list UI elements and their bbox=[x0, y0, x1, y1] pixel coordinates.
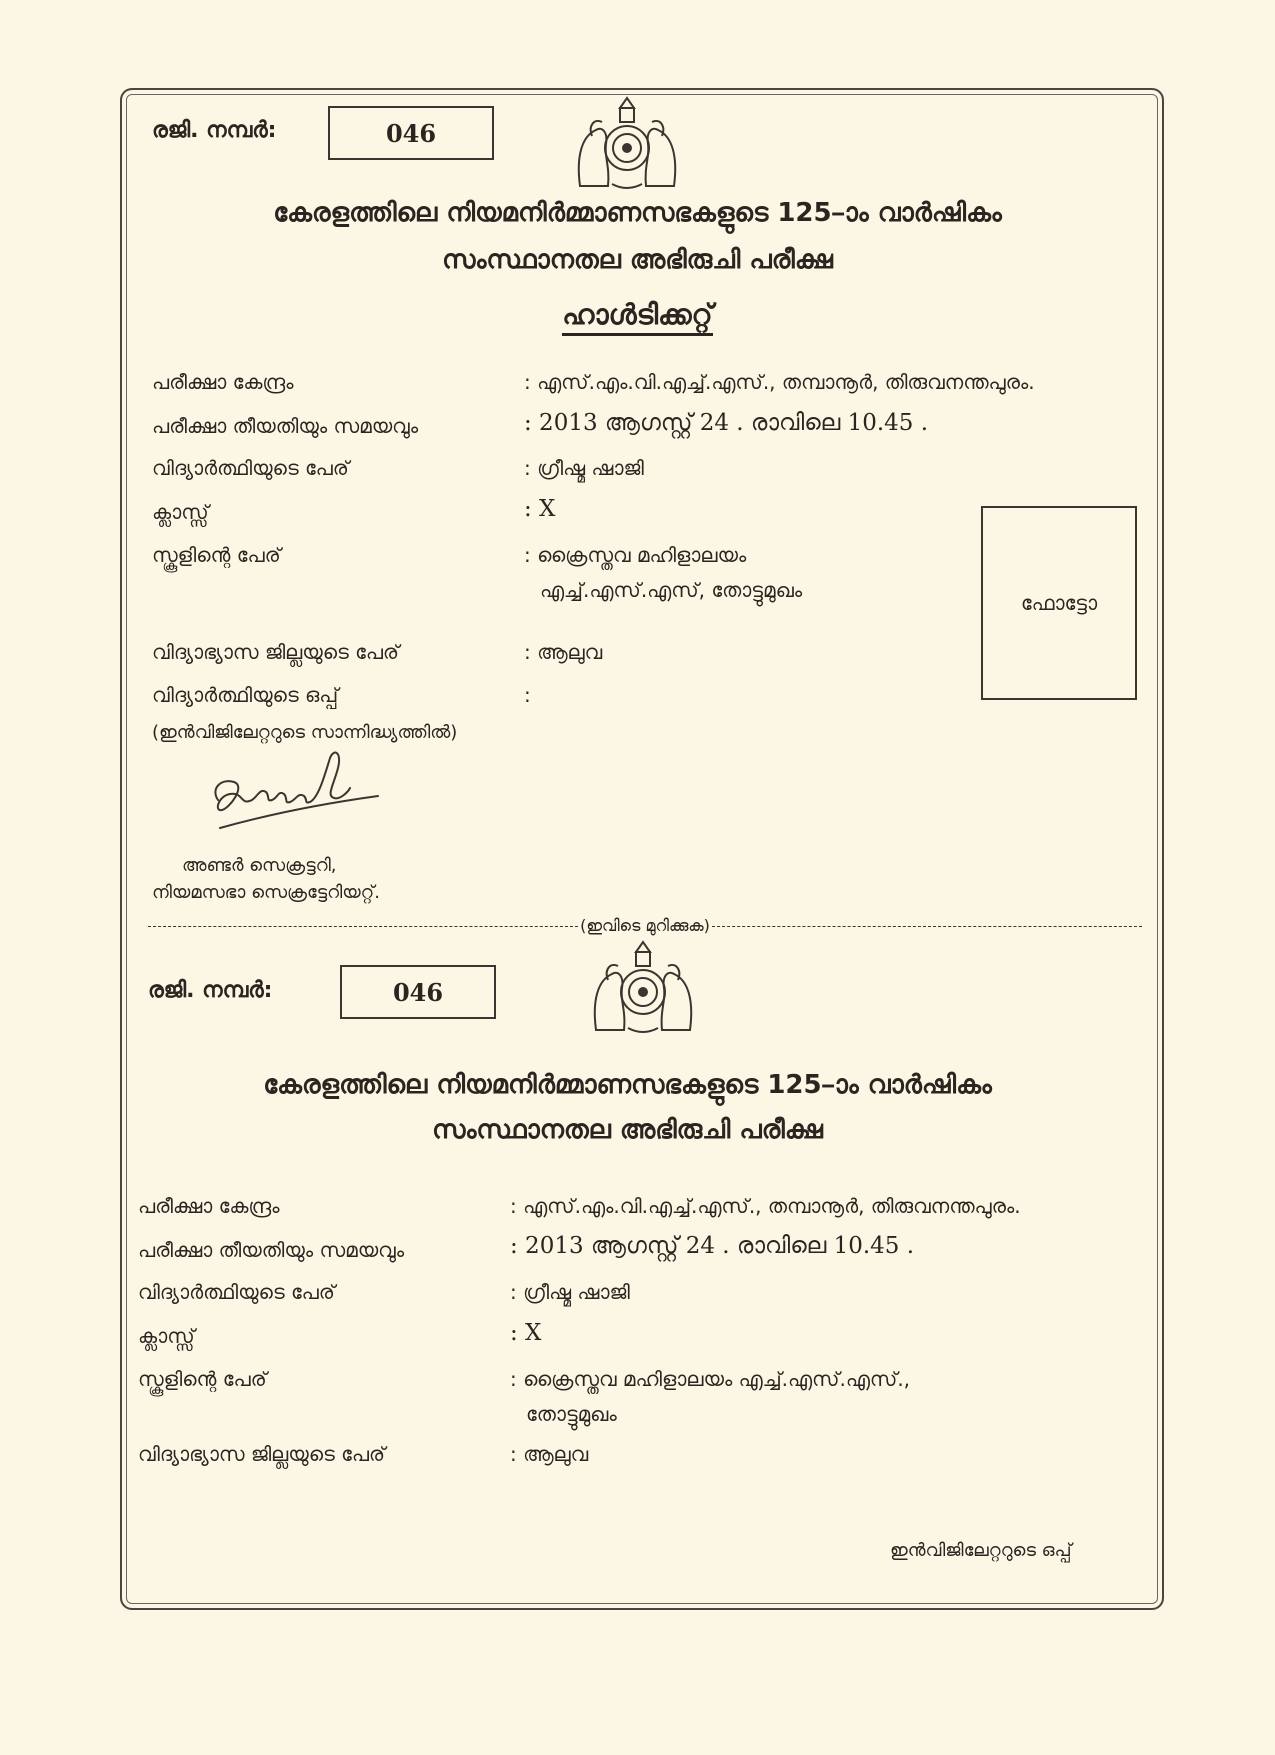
kerala-emblem-icon bbox=[572, 96, 682, 196]
field-value-school-line1: : ക്രൈസ്തവ മഹിളാലയം bbox=[524, 543, 747, 567]
field-value-school-line2: എച്ച്.എസ്.എസ്, തോട്ടുമുഖം bbox=[540, 578, 803, 602]
counterfoil-value-school-line1: : ക്രൈസ്തവ മഹിളാലയം എച്ച്.എസ്.എസ്., bbox=[510, 1367, 911, 1391]
field-value-student-name: : ഗ്രീഷ്മ ഷാജി bbox=[524, 456, 644, 480]
counterfoil-value-exam-centre: : എസ്.എം.വി.എച്ച്.എസ്., തമ്പാനൂർ, തിരുവനന്തപുരം. bbox=[510, 1194, 1021, 1218]
signatory-designation: അണ്ടർ സെക്രട്ടറി, bbox=[182, 855, 337, 876]
cut-line-dash-right bbox=[712, 926, 1142, 927]
photo-box bbox=[981, 506, 1137, 700]
field-label-district: വിദ്യാഭ്യാസ ജില്ലയുടെ പേര് bbox=[152, 640, 400, 664]
field-label-student-signature: വിദ്യാർത്ഥിയുടെ ഒപ്പ് bbox=[152, 683, 339, 707]
photo-label: ഫോട്ടോ bbox=[1020, 591, 1098, 615]
counterfoil-label-exam-date: പരീക്ഷാ തീയതിയും സമയവും bbox=[138, 1238, 405, 1262]
counterfoil-value-district: : ആലുവ bbox=[510, 1442, 589, 1466]
counterfoil-value-class: : X bbox=[510, 1320, 542, 1346]
counterfoil-label-exam-centre: പരീക്ഷാ കേന്ദ്രം bbox=[138, 1194, 280, 1218]
field-label-class: ക്ലാസ്സ് bbox=[152, 500, 209, 524]
hall-ticket-heading bbox=[0, 298, 1275, 332]
field-label-student-name: വിദ്യാർത്ഥിയുടെ പേര് bbox=[152, 456, 349, 480]
cut-line bbox=[148, 916, 1142, 936]
reg-number-box: 046 bbox=[328, 106, 494, 160]
hall-ticket-heading-text: ഹാൾടിക്കറ്റ് bbox=[562, 298, 712, 336]
signature-image bbox=[200, 748, 390, 843]
reg-number-label: രജി. നമ്പർ: bbox=[152, 118, 277, 143]
cut-line-dash-left bbox=[148, 926, 578, 927]
counterfoil-reg-number-label: രജി. നമ്പർ: bbox=[148, 978, 273, 1003]
field-value-exam-centre: : എസ്.എം.വി.എച്ച്.എസ്., തമ്പാനൂർ, തിരുവനന്തപുരം. bbox=[524, 370, 1035, 394]
kerala-emblem-icon bbox=[588, 940, 698, 1040]
cut-here-label: (ഇവിടെ മുറിക്കുക) bbox=[580, 916, 710, 935]
counterfoil-reg-number-box: 046 bbox=[340, 965, 496, 1019]
field-label-exam-centre: പരീക്ഷാ കേന്ദ്രം bbox=[152, 370, 294, 394]
field-value-student-signature: : bbox=[524, 683, 531, 707]
counterfoil-value-school-line2: തോട്ടുമുഖം bbox=[526, 1402, 617, 1426]
field-value-district: : ആലുവ bbox=[524, 640, 603, 664]
field-label-exam-date: പരീക്ഷാ തീയതിയും സമയവും bbox=[152, 414, 419, 438]
invigilator-signature-label: ഇൻവിജിലേറ്ററുടെ ഒപ്പ് bbox=[890, 1540, 1072, 1561]
counterfoil-label-class: ക്ലാസ്സ് bbox=[138, 1324, 195, 1348]
field-label-school: സ്കൂളിന്റെ പേര് bbox=[152, 543, 281, 567]
exam-title-line2: സംസ്ഥാനതല അഭിരുചി പരീക്ഷ bbox=[442, 245, 833, 275]
field-value-class: : X bbox=[524, 496, 556, 522]
counterfoil-label-school: സ്കൂളിന്റെ പേര് bbox=[138, 1367, 267, 1391]
counterfoil-label-student-name: വിദ്യാർത്ഥിയുടെ പേര് bbox=[138, 1280, 335, 1304]
invigilator-presence-note: (ഇൻവിജിലേറ്ററുടെ സാന്നിദ്ധ്യത്തിൽ) bbox=[152, 722, 458, 743]
counterfoil-value-exam-date: : 2013 ആഗസ്റ്റ് 24 . രാവിലെ 10.45 . bbox=[510, 1233, 915, 1259]
exam-title-line1: കേരളത്തിലെ നിയമനിർമ്മാണസഭകളുടെ 125–ാം വാർഷികം bbox=[273, 198, 1002, 228]
counterfoil-title-line2: സംസ്ഥാനതല അഭിരുചി പരീക്ഷ bbox=[432, 1115, 823, 1145]
counterfoil-title-line1: കേരളത്തിലെ നിയമനിർമ്മാണസഭകളുടെ 125–ാം വാർഷികം bbox=[263, 1070, 992, 1100]
signatory-office: നിയമസഭാ സെക്രട്ടേറിയറ്റ്. bbox=[152, 882, 380, 903]
counterfoil-value-student-name: : ഗ്രീഷ്മ ഷാജി bbox=[510, 1280, 630, 1304]
field-value-exam-date: : 2013 ആഗസ്റ്റ് 24 . രാവിലെ 10.45 . bbox=[524, 410, 929, 436]
counterfoil-label-district: വിദ്യാഭ്യാസ ജില്ലയുടെ പേര് bbox=[138, 1442, 386, 1466]
